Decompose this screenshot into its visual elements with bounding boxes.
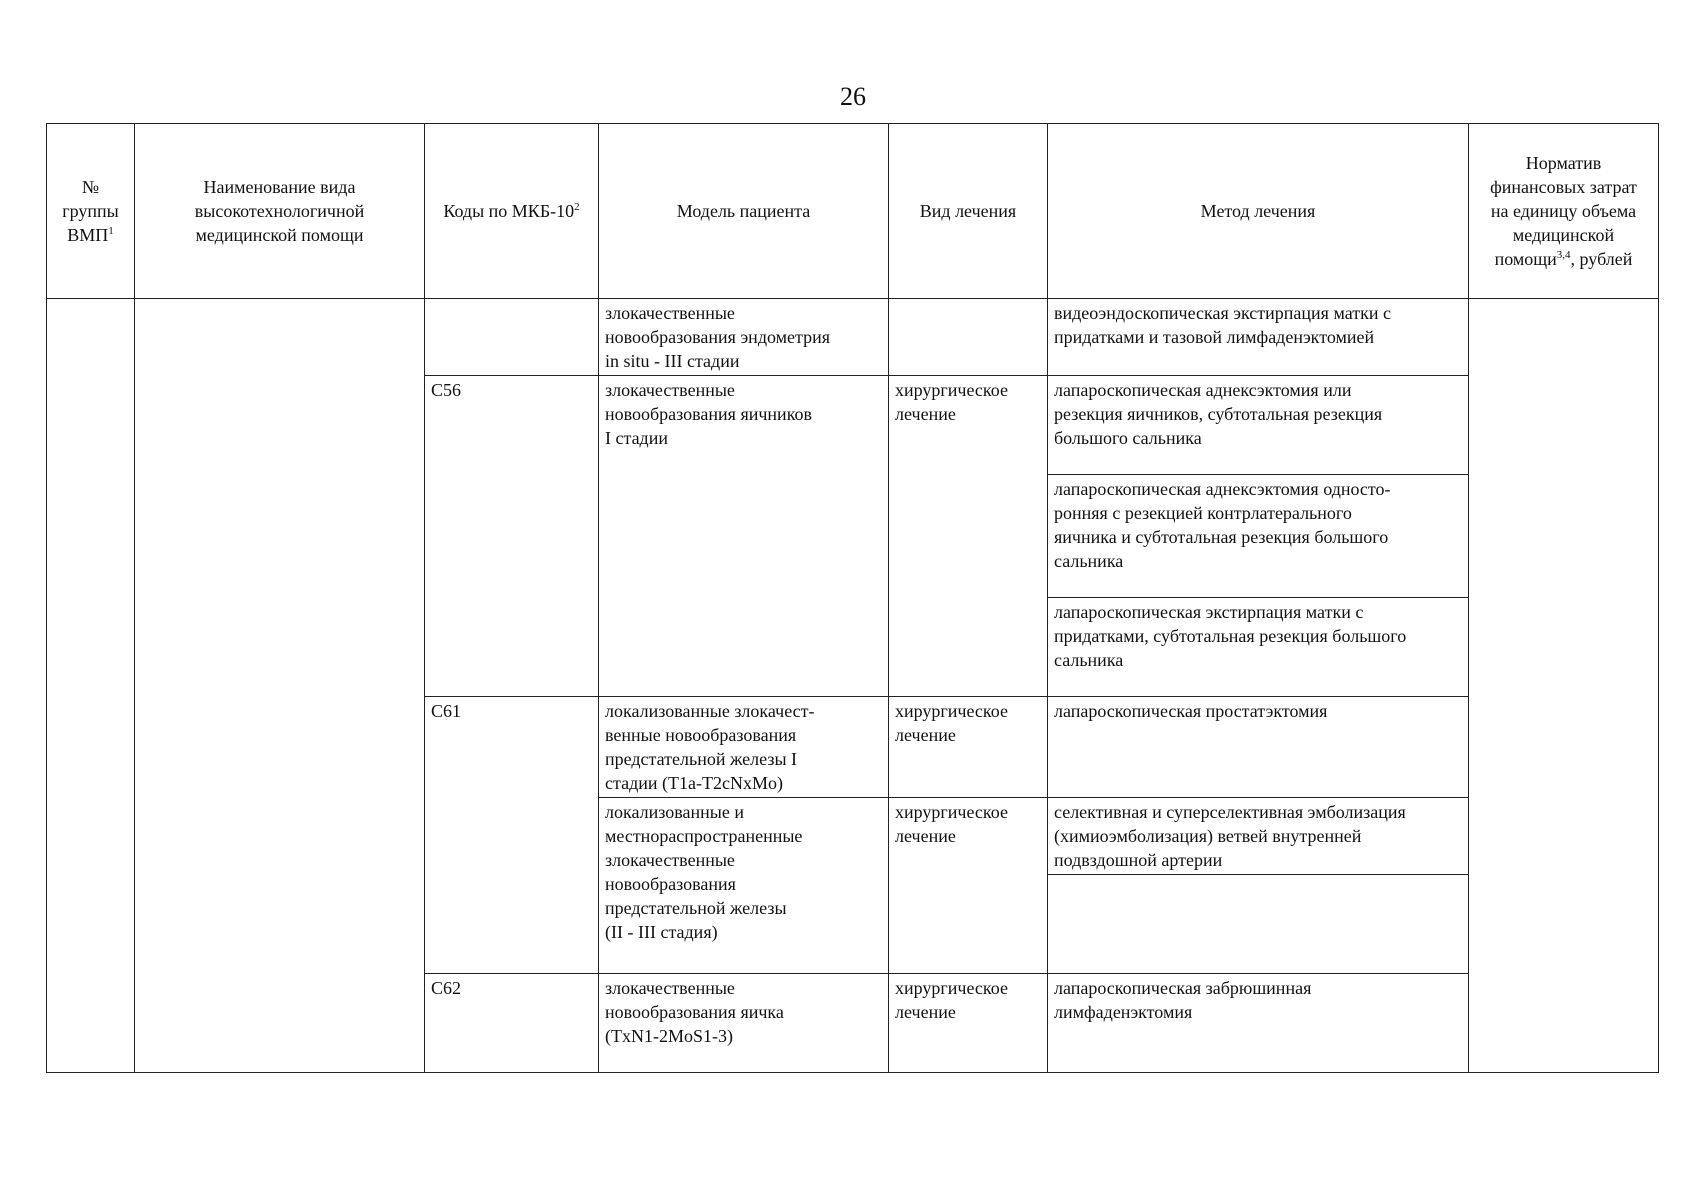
table-row bbox=[47, 299, 1659, 376]
cell-model-endometr: злокачественные новообразования эндометрия in situ - III стадии bbox=[599, 299, 889, 376]
cell-type-c61-b: хирургическое лечение bbox=[889, 798, 1048, 974]
cell-code-c61: C61 bbox=[425, 697, 599, 974]
cell-method-c61-c bbox=[1048, 875, 1469, 974]
cell-type-c56: хирургическое лечение bbox=[889, 376, 1048, 697]
cell-type-c61-a: хирургическое лечение bbox=[889, 697, 1048, 798]
page-number: 26 bbox=[840, 82, 866, 111]
cell-type-c62: хирургическое лечение bbox=[889, 974, 1048, 1073]
cell-code-empty bbox=[425, 299, 599, 376]
header-name: Наименование вида высокотехнологичной медицинской помощи bbox=[135, 124, 425, 299]
cell-name bbox=[135, 299, 425, 1073]
cell-method-c62: лапароскопическая забрюшинная лимфаденэктомия bbox=[1048, 974, 1469, 1073]
cell-type-empty bbox=[889, 299, 1048, 376]
cell-method-c56-2: лапароскопическая аднексэктомия односто- ронняя с резекцией контрлатерального яичника и субтотальная резекция большого сальника bbox=[1048, 475, 1469, 598]
cell-model-c62: злокачественные новообразования яичка (TxN1-2MoS1-3) bbox=[599, 974, 889, 1073]
cell-code-c56: C56 bbox=[425, 376, 599, 697]
cell-code-c62: C62 bbox=[425, 974, 599, 1073]
cell-model-c56: злокачественные новообразования яичников I стадии bbox=[599, 376, 889, 697]
cell-method-c61-b: селективная и суперселективная эмболизация (химиоэмболизация) ветвей внутренней подвздошной артерии bbox=[1048, 798, 1469, 875]
table-header-row bbox=[47, 124, 1659, 299]
cell-method-c61-a: лапароскопическая простатэктомия bbox=[1048, 697, 1469, 798]
cell-method-c56-1: лапароскопическая аднексэктомия или резекция яичников, субтотальная резекция большого сальника bbox=[1048, 376, 1469, 475]
header-treatment-type: Вид лечения bbox=[889, 124, 1048, 299]
cell-model-c61-a: локализованные злокачест- венные новообразования предстательной железы I стадии (T1a-T2cNxMo) bbox=[599, 697, 889, 798]
header-codes: Коды по МКБ-$10^2$ bbox=[425, 124, 599, 299]
cell-method-c56-3: лапароскопическая экстирпация матки с придатками, субтотальная резекция большого сальника bbox=[1048, 598, 1469, 697]
vmp-table bbox=[46, 123, 1659, 1073]
header-group-no: № группы ВМП$^1$ bbox=[47, 124, 135, 299]
cell-group-no bbox=[47, 299, 135, 1073]
cell-model-c61-b: локализованные и местнораспространенные злокачественные новообразования предстательной железы (II - III стадия) bbox=[599, 798, 889, 974]
cell-norm bbox=[1469, 299, 1659, 1073]
header-method: Метод лечения bbox=[1048, 124, 1469, 299]
header-model: Модель пациента bbox=[599, 124, 889, 299]
header-norm: Норматив финансовых затрат на единицу объема медицинской помощи$^{3,4}$, рублей bbox=[1469, 124, 1659, 299]
cell-method-endometr: видеоэндоскопическая экстирпация матки с придатками и тазовой лимфаденэктомией bbox=[1048, 299, 1469, 376]
